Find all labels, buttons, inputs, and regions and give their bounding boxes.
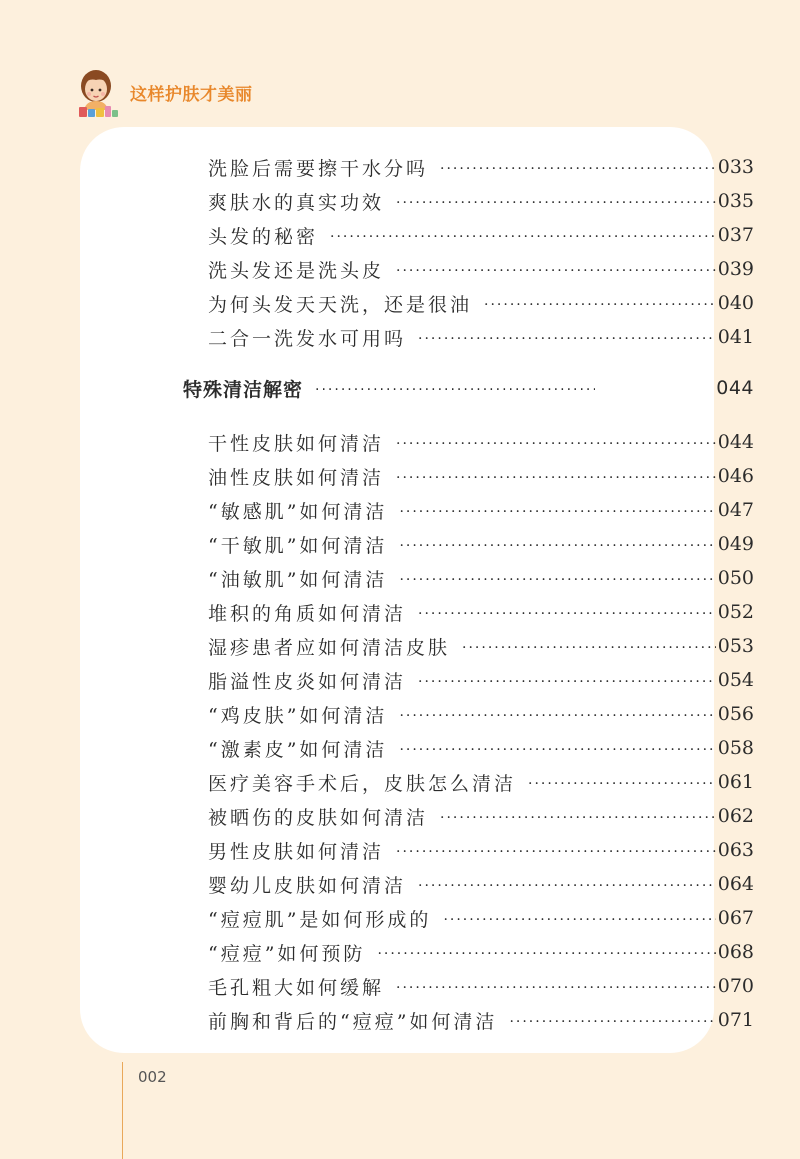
toc-entry-page: 047 [717, 499, 754, 521]
toc-entry[interactable] [208, 697, 754, 731]
toc-entry-page: 033 [717, 156, 754, 178]
toc-entry-title: 为何头发天天洗，还是很油 [208, 293, 473, 316]
dot-leader [399, 708, 715, 724]
toc-entry-title: 男性皮肤如何清洁 [208, 840, 385, 863]
toc-entry-page: 056 [717, 703, 754, 725]
dot-leader [418, 606, 716, 622]
toc-entry[interactable] [208, 184, 754, 218]
toc-entry-title: “激素皮”如何清洁 [208, 738, 388, 761]
toc-entry[interactable] [208, 901, 754, 935]
dot-leader [399, 572, 715, 588]
dot-leader [509, 1014, 715, 1030]
toc-entry[interactable] [208, 731, 754, 765]
toc-entry-title: 洗头发还是洗头皮 [208, 259, 385, 282]
toc-entry-title: 医疗美容手术后，皮肤怎么清洁 [208, 772, 517, 795]
toc-entry-page: 050 [717, 567, 754, 589]
toc-entry-title: 堆积的角质如何清洁 [208, 602, 407, 625]
dot-leader [399, 538, 715, 554]
toc-entry-page: 054 [717, 669, 754, 691]
toc-entry-title: “干敏肌”如何清洁 [208, 534, 388, 557]
toc-entry[interactable] [208, 252, 754, 286]
toc-entry[interactable] [208, 595, 754, 629]
toc-entry-title: “敏感肌”如何清洁 [208, 500, 388, 523]
dot-leader [418, 331, 716, 347]
toc-entry-page: 070 [717, 975, 754, 997]
toc-entry-title: 湿疹患者应如何清洁皮肤 [208, 636, 451, 659]
dot-leader [396, 844, 716, 860]
toc-entry-title: 头发的秘密 [208, 225, 319, 248]
toc-entry[interactable] [208, 218, 754, 252]
toc-entry-title: 前胸和背后的“痘痘”如何清洁 [208, 1010, 498, 1033]
toc-entry-page: 044 [717, 431, 754, 453]
toc-entry-page: 049 [717, 533, 754, 555]
girl-with-cosmetics-icon [76, 66, 120, 118]
toc-entry[interactable] [208, 833, 754, 867]
toc-entry-title: 被晒伤的皮肤如何清洁 [208, 806, 429, 829]
dot-leader [396, 195, 716, 211]
toc-card [80, 127, 754, 1053]
dot-leader [396, 980, 716, 996]
toc-entry[interactable] [208, 969, 754, 1003]
dot-leader [418, 878, 716, 894]
dot-leader [396, 436, 716, 452]
toc-entry[interactable] [208, 286, 754, 320]
toc-entry-title: 脂溢性皮炎如何清洁 [208, 670, 407, 693]
toc-entry[interactable] [208, 663, 754, 697]
toc-entry-title: 洗脸后需要擦干水分吗 [208, 157, 429, 180]
margin-rule [122, 1062, 123, 1159]
section-page: 044 [716, 377, 754, 399]
toc-entry-page: 071 [717, 1009, 754, 1031]
toc-entry-page: 035 [717, 190, 754, 212]
dot-leader [440, 161, 716, 177]
toc-entry-page: 053 [717, 635, 754, 657]
toc-entry-page: 063 [717, 839, 754, 861]
toc-entry-page: 068 [717, 941, 754, 963]
book-title: 这样护肤才美丽 [130, 84, 253, 105]
toc-entry-page: 052 [717, 601, 754, 623]
toc-entry[interactable] [208, 150, 754, 184]
page-header [76, 64, 253, 120]
section-title: 特殊清洁解密 [183, 378, 304, 401]
toc-entry-page: 037 [717, 224, 754, 246]
dot-leader [484, 297, 716, 313]
toc-entry[interactable] [208, 527, 754, 561]
toc-entry-title: 油性皮肤如何清洁 [208, 466, 385, 489]
toc-entry[interactable] [208, 1003, 754, 1037]
toc-entry-page: 058 [717, 737, 754, 759]
toc-entry-page: 040 [717, 292, 754, 314]
toc-entry[interactable] [208, 799, 754, 833]
toc-entry-title: “鸡皮肤”如何清洁 [208, 704, 388, 727]
toc-entry[interactable] [208, 561, 754, 595]
toc-entry-title: “痘痘”如何预防 [208, 942, 366, 965]
toc-entry-page: 046 [717, 465, 754, 487]
toc-entry-page: 067 [717, 907, 754, 929]
dot-leader [396, 470, 716, 486]
toc-entry-title: “油敏肌”如何清洁 [208, 568, 388, 591]
toc-entry[interactable] [208, 320, 754, 354]
dot-leader [330, 229, 716, 245]
toc-entry-title: 爽肤水的真实功效 [208, 191, 385, 214]
toc-entry-title: 婴幼儿皮肤如何清洁 [208, 874, 407, 897]
toc-entry-page: 062 [717, 805, 754, 827]
dot-leader [315, 382, 595, 398]
toc-entry-title: 干性皮肤如何清洁 [208, 432, 385, 455]
dot-leader [443, 912, 715, 928]
toc-entry[interactable] [208, 867, 754, 901]
toc-entry-page: 039 [717, 258, 754, 280]
toc-section-heading[interactable] [183, 370, 754, 406]
toc-entry[interactable] [208, 493, 754, 527]
toc-entry[interactable] [208, 765, 754, 799]
dot-leader [440, 810, 716, 826]
toc-entry-page: 061 [717, 771, 754, 793]
dot-leader [399, 742, 715, 758]
dot-leader [462, 640, 716, 656]
page-number: 002 [138, 1068, 167, 1086]
dot-leader [418, 674, 716, 690]
toc-entry-title: “痘痘肌”是如何形成的 [208, 908, 432, 931]
toc-entry[interactable] [208, 425, 754, 459]
dot-leader [377, 946, 715, 962]
toc-entry[interactable] [208, 935, 754, 969]
toc-entry-title: 二合一洗发水可用吗 [208, 327, 407, 350]
toc-entry[interactable] [208, 459, 754, 493]
toc-entry-title: 毛孔粗大如何缓解 [208, 976, 385, 999]
dot-leader [528, 776, 716, 792]
toc-entry-page: 064 [717, 873, 754, 895]
toc-entry-page: 041 [717, 326, 754, 348]
dot-leader [399, 504, 715, 520]
toc-entry[interactable] [208, 629, 754, 663]
dot-leader [396, 263, 716, 279]
